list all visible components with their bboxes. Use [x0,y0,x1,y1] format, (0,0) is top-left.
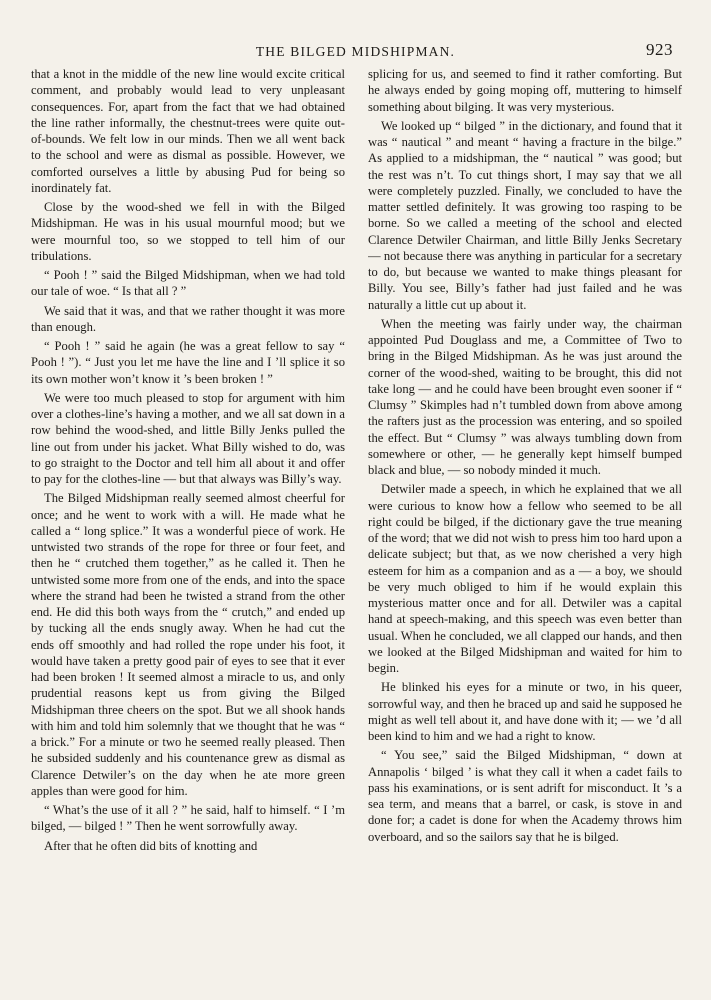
paragraph: The Bilged Midshipman really seemed almost cheerful for once; and he went to work with a will. He made what he called a “ long splice.” It was a wonderful piece of work. He untwisted two strands of the rope for three or four feet, and then he “ crutched them together,” as he called it. Then he untwisted some more from one of the ends, and into the space where the strand had been he twisted a strand from the other end. He did this both ways from the “ crutch,” and ended up by tucking all the ends snugly away. When he had cut the ends off smoothly and had rolled the rope under his foot, it would have taken a pretty good pair of eyes to see that it ever had been broken ! It seemed almost a miracle to us, and only prudential reasons kept us from giving the Bilged Midshipman three cheers on the spot. But we all shook hands with him and told him solemnly that we thought that he was “ a brick.” For a minute or two he seemed really pleased. Then he subsided suddenly and his countenance grew as dismal as Clarence Detwiler’s on the day when he ate more green apples than were good for him. [31,491,345,798]
paragraph: We said that it was, and that we rather thought it was more than enough. [31,303,345,334]
paragraph: “ Pooh ! ” said the Bilged Midshipman, when we had told our tale of woe. “ Is that all ? ” [31,268,345,299]
left-column [31,66,345,970]
paragraph: splicing for us, and seemed to find it rather comforting. But he always ended by going moping off, muttering to himself something about bilging. It was very mysterious. [368,67,682,114]
paragraph: “ What’s the use of it all ? ” he said, half to himself. “ I ’m bilged, — bilged ! ” Then he went sorrowfully away. [31,803,345,834]
paragraph: When the meeting was fairly under way, the chairman appointed Pud Douglass and me, a Committee of Two to bring in the Bilged Midshipman. As he was just around the corner of the wood-shed, waiting to be brought, this did not take long — and he could have been brought even sooner if “ Clumsy ” Skimples had n’t tumbled down from above among the rafters just as the procession was entering, and so spoiled the effect. But “ Clumsy ” was always tumbling down from somewhere or other, — he generally kept himself bumped black and blue, — so nobody minded it much. [368,316,682,477]
paragraph: “ Pooh ! ” said he again (he was a great fellow to say “ Pooh ! ”). “ Just you let me have the line and I ’ll splice it so its own mother won’t know it ’s been broken ! ” [31,339,345,386]
right-column [368,66,682,970]
paragraph: We looked up “ bilged ” in the dictionary, and found that it was “ nautical ” and meant “ having a fracture in the bilge.” As applied to a midshipman, the “ nautical ” was good; but the rest was n’t. To cut things short, I may say that we all were completely puzzled. Finally, we concluded to have the matter settled definitely. It was growing too rasping to be borne. So we called a meeting of the school and elected Clarence Detwiler Chairman, and little Billy Jenks Secretary — not because there was anything in particular for a secretary to do, but because we wanted to make things pleasant for Billy. You see, Billy’s father had just failed and he was naturally a little cut up about it. [368,118,682,312]
paragraph: Close by the wood-shed we fell in with the Bilged Midshipman. He was in his usual mournful mood; but we were mournful too, so we stopped to tell him of our tribulations. [31,200,345,263]
paragraph: “ You see,” said the Bilged Midshipman, “ down at Annapolis ‘ bilged ’ is what they call it when a cadet fails to pass his examinations, or is sent adrift for misconduct. It ’s a sea term, and means that a barrel, or cask, is stove in and done for; a cadet is done for when the Academy throws him overboard, and so the sailors say that he is bilged. [368,748,682,844]
paragraph: After that he often did bits of knotting and [44,838,258,853]
paragraph: We were too much pleased to stop for argument with him over a clothes-line’s having a mother, and we all sat down in a row behind the wood-shed, and little Billy Jenks pulled the line out from under his jacket. What Billy wished to do, was to go straight to the Doctor and tell him all about it and offer to pay for the clothes-line — but that always was Billy’s way. [31,390,345,486]
text-columns [31,66,682,970]
running-title: THE BILGED MIDSHIPMAN. [255,44,456,59]
paragraph: that a knot in the middle of the new line would excite critical comment, and probably would lead to very unpleasant consequences. For, apart from the fact that we had obtained the line rather informally, the chestnut-trees were quite out-of-bounds. We felt low in our minds. Then we all went back to the school and were as dismal as possible. However, we comforted ourselves a little by abusing Pud for being so inordinately fat. [31,67,345,195]
paragraph: He blinked his eyes for a minute or two, in his queer, sorrowful way, and then he braced up and said he supposed he might as well tell about it, and have done with it; — we ’d all been kind to him and we had a right to know. [368,680,682,743]
page-number: 923 [646,40,673,59]
paragraph: Detwiler made a speech, in which he explained that we all were curious to know how a fellow who seemed to be all right could be bilged, if the dictionary gave the true meaning of the word; that we did not wish to press him too hard upon a delicate subject; but that, as we now cherished a very high esteem for him as a companion and as a — a boy, we should be very much obliged to him if he would explain this mysterious matter once and for all. Detwiler was a capital hand at speech-making, and this speech was even better than usual. When he concluded, we all clapped our hands, and then we looked at the Bilged Midshipman and waited for him to begin. [368,482,682,675]
